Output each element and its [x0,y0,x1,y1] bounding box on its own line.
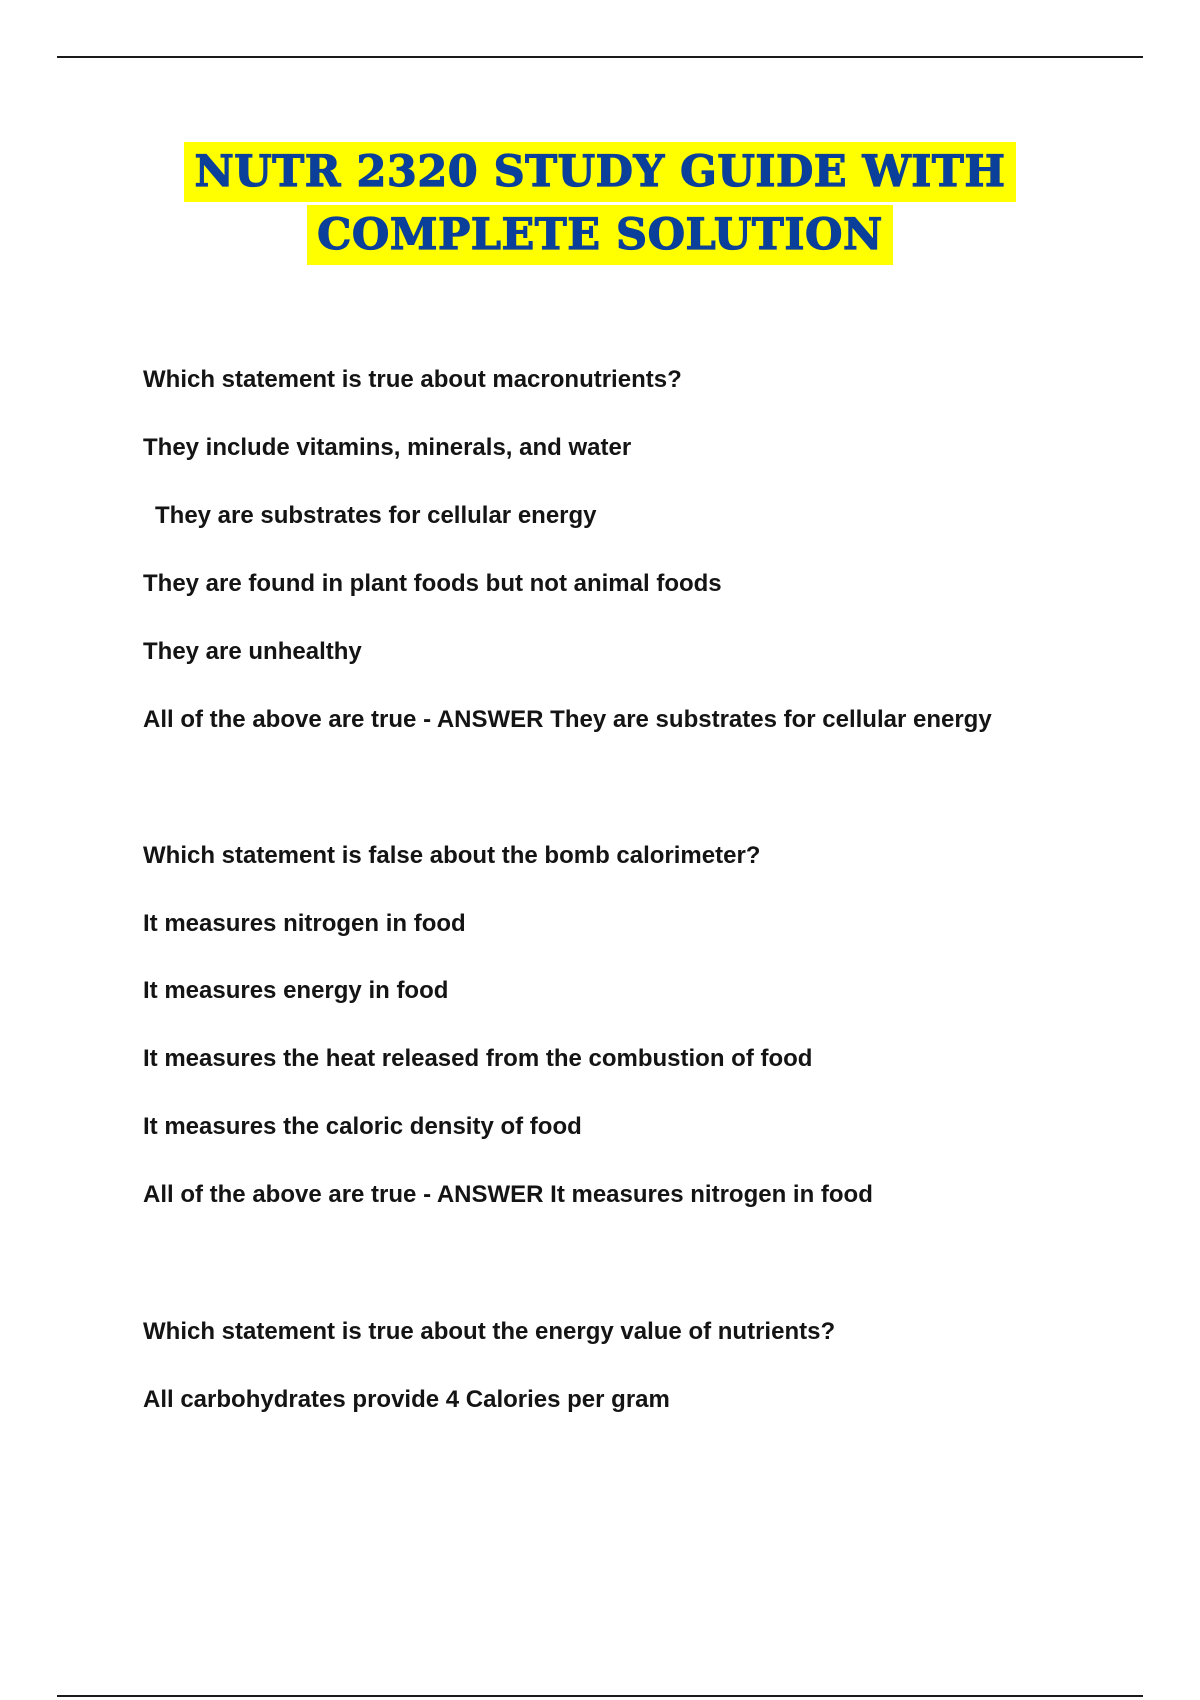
question-2-option-3: It measures the heat released from the combustion of food [143,1045,813,1072]
bottom-divider [57,1695,1143,1697]
question-1-option-4: They are unhealthy [143,638,362,665]
top-divider [57,56,1143,58]
question-1-answer: All of the above are true - ANSWER They are substrates for cellular energy [143,706,992,733]
title-line-2: COMPLETE SOLUTION [307,205,893,265]
question-1-option-1: They include vitamins, minerals, and water [143,434,632,461]
question-2-text: Which statement is false about the bomb calorimeter? [143,842,761,869]
question-1-option-3: They are found in plant foods but not animal foods [143,570,722,597]
question-3-text: Which statement is true about the energy value of nutrients? [143,1318,836,1345]
question-2-answer: All of the above are true - ANSWER It measures nitrogen in food [143,1181,873,1208]
document-title [0,142,1200,268]
question-1-option-2: They are substrates for cellular energy [155,502,597,529]
question-3-option-1: All carbohydrates provide 4 Calories per gram [143,1386,670,1413]
question-2-option-2: It measures energy in food [143,977,449,1004]
question-1-text: Which statement is true about macronutrients? [143,366,682,393]
title-line-1: NUTR 2320 STUDY GUIDE WITH [184,142,1015,202]
question-2-option-4: It measures the caloric density of food [143,1113,582,1140]
question-2-option-1: It measures nitrogen in food [143,910,466,937]
